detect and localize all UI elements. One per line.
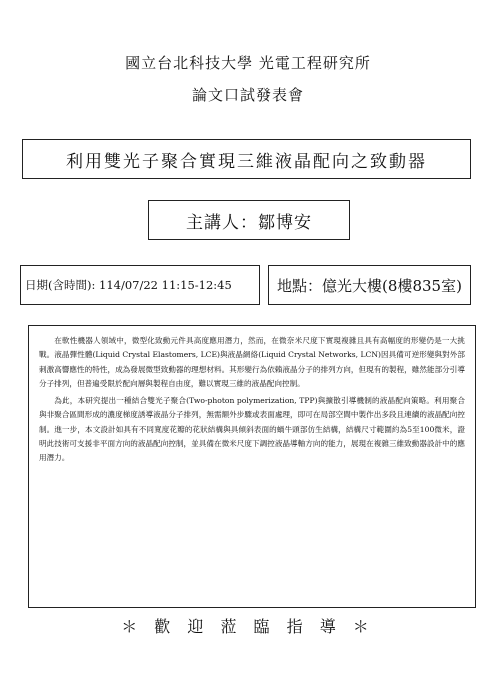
- event-heading: 論文口試發表會: [191, 86, 304, 104]
- department-heading: 國立台北科技大學 光電工程研究所: [125, 54, 371, 72]
- thesis-title: 利用雙光子聚合實現三維液晶配向之致動器: [66, 151, 427, 172]
- thesis-title-box: [22, 139, 471, 179]
- datetime-text: 日期(含時間): 114/07/22 11:15-12:45: [25, 278, 232, 292]
- abstract-paragraph-1: 在軟性機器人領域中，微型化致動元件具高度應用潛力，然而，在微奈米尺度下實現複雜且具有高幅度的形變仍是一大挑戰。液晶彈性體(Liquid Crystal Elastomers, LCE)與液晶網絡(Liquid Crystal Networks, LCN)因具備可逆形變與對外部刺激高響應性的特性，成為發展微型致動器的理想材料。其形變行為依賴液晶分子的排列方向，但現有的製程，雖然能部分引導分子排列，但普遍受限於配向層與製程自由度，難以實現三維的液晶配向控制。: [39, 336, 465, 388]
- abstract-paragraph-2: 為此，本研究提出一種結合雙光子聚合(Two-photon polymerization, TPP)與擴散引導機制的液晶配向策略。利用聚合與非聚合區間形成的濃度梯度誘導液晶分子排列，無需額外步驟或表面處理，即可在局部空間中製作出多段且連續的液晶配向控制。進一步，本文設計如具有不同寬度花瓣的花狀結構與具傾斜表面的蝸牛頭部仿生結構，結構尺寸範圍約為5至100微米，證明此技術可支援非平面方向的液晶配向控制，並具備在微米尺度下調控液晶導軸方向的能力，展現在複雜三維致動器設計中的應用潛力。: [39, 396, 465, 463]
- location-box: [268, 265, 471, 305]
- speaker-name: 主講人：鄒博安: [186, 212, 312, 233]
- datetime-box: [20, 265, 260, 305]
- speaker-box: [148, 200, 350, 240]
- abstract-box: [28, 325, 476, 608]
- welcome-footer: ＊ 歡 迎 蒞 臨 指 導 ＊: [121, 617, 375, 636]
- location-text: 地點：億光大樓(8樓835室): [277, 276, 462, 295]
